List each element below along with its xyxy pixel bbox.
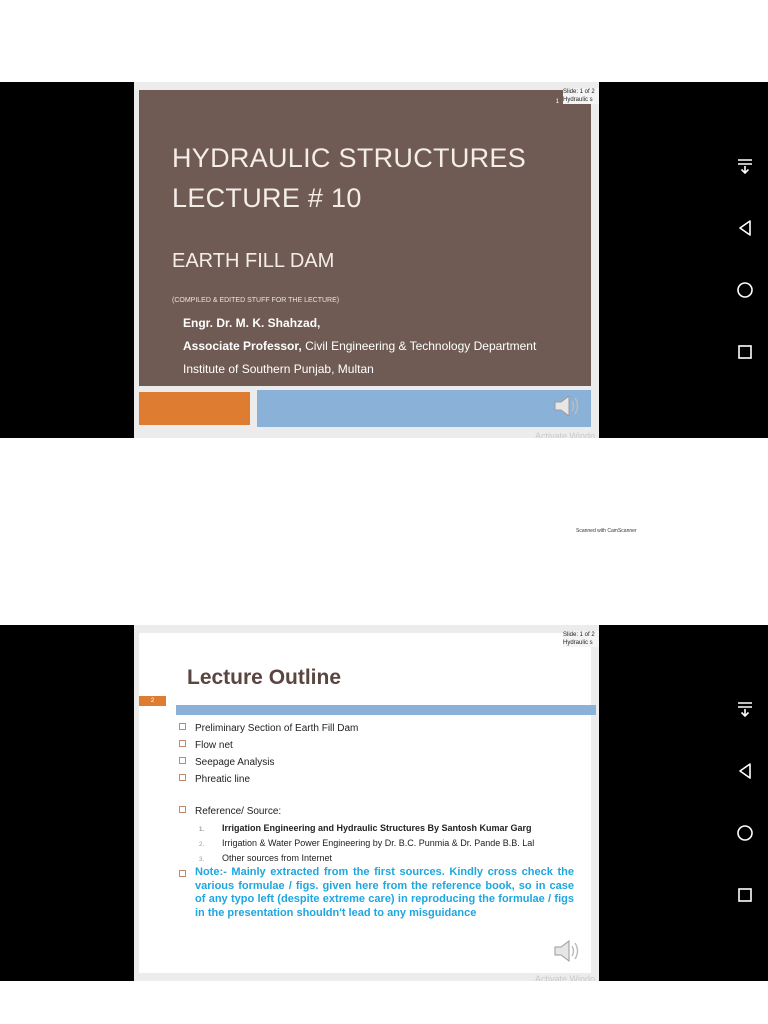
speaker-icon[interactable] bbox=[552, 938, 582, 964]
compiled-note: (COMPILED & EDITED STUFF FOR THE LECTURE) bbox=[172, 297, 340, 304]
title-rule bbox=[176, 705, 596, 715]
bullet-icon bbox=[179, 774, 186, 781]
reference-label: Reference/ Source: bbox=[195, 806, 282, 817]
recents-icon[interactable] bbox=[734, 884, 756, 906]
position-title: Associate Professor, bbox=[183, 339, 302, 353]
outline-item bbox=[179, 774, 250, 785]
reference-text: Other sources from Internet bbox=[222, 853, 333, 863]
bullet-icon bbox=[179, 723, 186, 730]
outline-item-label: Phreatic line bbox=[195, 774, 251, 785]
department: Civil Engineering & Technology Department bbox=[301, 339, 537, 353]
slide-number-badge: 2 bbox=[139, 696, 166, 706]
activate-windows-watermark: Activate Windo bbox=[534, 974, 595, 981]
footer-bar-orange bbox=[139, 392, 250, 425]
slide-info-line: Slide: 1 of 2 bbox=[563, 632, 595, 638]
bullet-icon bbox=[179, 870, 186, 877]
outline-item-label: Flow net bbox=[195, 740, 233, 751]
outline-item-label: Preliminary Section of Earth Fill Dam bbox=[195, 723, 359, 734]
bullet-icon bbox=[179, 806, 186, 813]
bullet-icon bbox=[179, 757, 186, 764]
camscanner-label: Scanned with CamScanner bbox=[576, 528, 637, 534]
slide-content bbox=[139, 633, 591, 973]
title-line-2: LECTURE # 10 bbox=[172, 183, 362, 213]
reference-heading bbox=[179, 806, 281, 817]
institute: Institute of Southern Punjab, Multan bbox=[183, 362, 374, 376]
title-line-1: HYDRAULIC STRUCTURES bbox=[172, 143, 527, 173]
screenshot-2 bbox=[0, 625, 768, 981]
slide-title bbox=[172, 138, 526, 218]
slide-1 bbox=[134, 82, 599, 438]
outline-item bbox=[179, 740, 233, 751]
reference-number: 1. bbox=[199, 827, 205, 833]
reference-item bbox=[199, 853, 332, 863]
reference-number: 2. bbox=[199, 842, 205, 848]
bullet-icon bbox=[179, 740, 186, 747]
notification-pull-icon[interactable] bbox=[734, 698, 756, 720]
speaker-icon[interactable] bbox=[552, 393, 582, 419]
outline-item bbox=[179, 723, 358, 734]
note-block bbox=[179, 866, 574, 920]
page-number: 1 bbox=[555, 99, 559, 105]
slide-info-line: Hydraulic s bbox=[563, 640, 593, 646]
slide-info-line: Slide: 1 of 2 bbox=[563, 89, 595, 95]
author-position bbox=[183, 339, 536, 353]
back-icon[interactable] bbox=[734, 217, 756, 239]
reference-item bbox=[199, 823, 532, 833]
slide-2 bbox=[134, 625, 599, 981]
title-panel bbox=[139, 90, 591, 386]
android-nav-bar bbox=[720, 82, 768, 438]
back-icon[interactable] bbox=[734, 760, 756, 782]
screenshot-1 bbox=[0, 82, 768, 438]
author-name: Engr. Dr. M. K. Shahzad, bbox=[183, 316, 321, 330]
reference-item bbox=[199, 838, 534, 848]
outline-item bbox=[179, 757, 275, 768]
footer-bar-blue bbox=[257, 390, 591, 427]
note-text: Note:- Mainly extracted from the first sources. Kindly cross check the various formulae / figs. given here from the reference book, so in case of any typo left (despite extreme care) in reproducing the formulae / figs in the presentation shouldn't lead to any misguidance bbox=[195, 866, 574, 919]
slide-subtitle: EARTH FILL DAM bbox=[172, 250, 335, 272]
android-nav-bar bbox=[720, 625, 768, 981]
reference-text: Irrigation Engineering and Hydraulic Structures By Santosh Kumar Garg bbox=[222, 823, 532, 833]
slide-title: Lecture Outline bbox=[187, 666, 342, 689]
reference-text: Irrigation & Water Power Engineering by Dr. B.C. Punmia & Dr. Pande B.B. Lal bbox=[222, 838, 535, 848]
recents-icon[interactable] bbox=[734, 341, 756, 363]
slide-info-line: Hydraulic s bbox=[563, 97, 593, 103]
slide-info bbox=[563, 631, 599, 647]
reference-number: 3. bbox=[199, 857, 205, 863]
home-icon[interactable] bbox=[734, 822, 756, 844]
home-icon[interactable] bbox=[734, 279, 756, 301]
activate-windows-watermark: Activate Windo bbox=[534, 431, 595, 438]
notification-pull-icon[interactable] bbox=[734, 155, 756, 177]
slide-info bbox=[563, 88, 599, 104]
outline-item-label: Seepage Analysis bbox=[195, 757, 275, 768]
